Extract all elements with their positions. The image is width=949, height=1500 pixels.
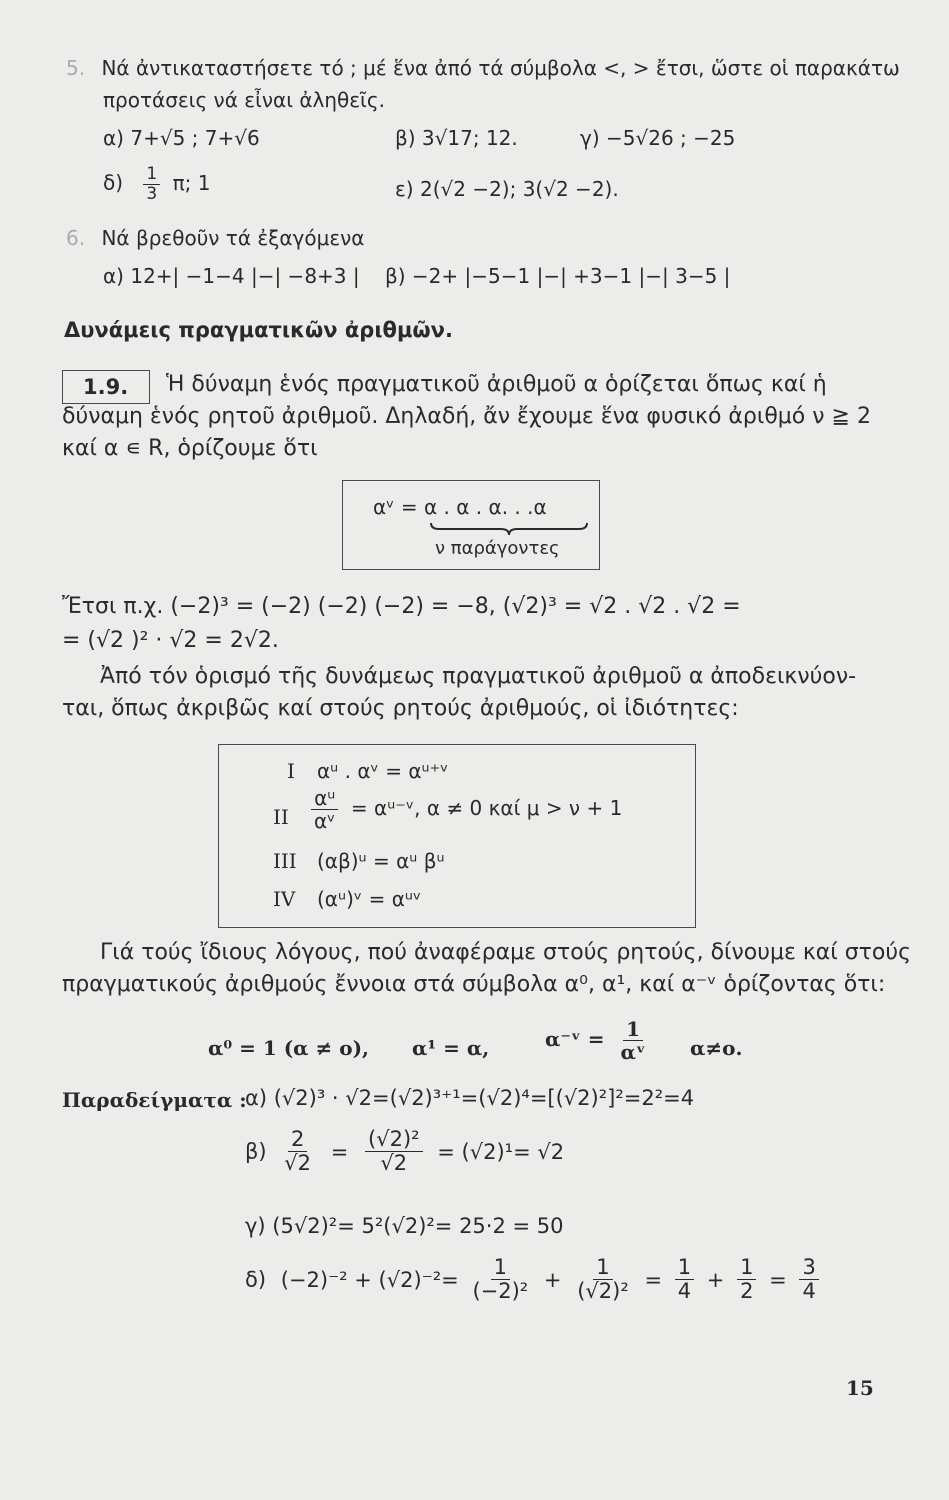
lhs: α⁻ᵛ =: [545, 1027, 605, 1051]
exercise-5-d: [103, 165, 210, 203]
fraction-2: [365, 1128, 423, 1175]
rest: π; 1: [172, 170, 211, 195]
paragraph-label: 1.9.: [83, 375, 129, 399]
exercise-5-c: γ) −5√26 ; −25: [580, 126, 736, 150]
property-IV-label: IV: [273, 887, 296, 911]
denominator: αᵛ: [620, 1040, 646, 1064]
exercise-5-b: β) 3√17; 12.: [395, 126, 518, 150]
page-number: 15: [846, 1376, 874, 1400]
paragraph3-line-2: πραγματικούς ἀριθμούς ἔννοια στά σύμβολα α⁰, α¹, καί α⁻ᵛ ὁρίζοντας ὅτι:: [62, 972, 886, 997]
paragraph2-line-1: Ἀπό τόν ὁρισμό τῆς δυνάμεως πραγματικοῦ ἀριθμοῦ α ἀποδεικνύον-: [100, 664, 857, 689]
underbrace: [429, 521, 589, 537]
exercise-5-a: α) 7+√5 ; 7+√6: [103, 126, 260, 150]
exercise-6-a: α) 12+| −1−4 |−| −8+3 |: [103, 264, 360, 288]
label: δ): [245, 1267, 267, 1292]
property-III-label: III: [273, 849, 297, 873]
paragraph3-line-1: Γιά τούς ἴδιους λόγους, πού ἀναφέραμε στούς ρητούς, δίνουμε καί στούς: [100, 940, 912, 965]
definition-zero: α⁰ = 1 (α ≠ ο),: [208, 1036, 370, 1060]
label: δ): [103, 170, 124, 195]
property-IV: (αᵘ)ᵛ = αᵘᵛ: [317, 887, 422, 911]
fraction: [311, 787, 339, 832]
brace-label: ν παράγοντες: [435, 538, 560, 559]
fraction-1: [281, 1128, 314, 1175]
denominator: √2: [284, 1151, 312, 1176]
denominator: 3: [146, 183, 158, 204]
paragraph-line-1: Ἡ δύναμη ἑνός πραγματικοῦ ἀριθμοῦ α ὁρίζεται ὅπως καί ἡ: [166, 372, 827, 397]
fraction-5: [799, 1256, 818, 1303]
example-b: β) $\frac{2}{√2}$ = $\frac{\text{(√2)²}}{√2}$ = (√2)¹= √2: [245, 1127, 565, 1176]
example-c: γ) (5√2)²= 5²(√2)²= 25·2 = 50: [245, 1214, 564, 1238]
fraction-1: [469, 1256, 531, 1303]
numerator: 1: [491, 1256, 510, 1280]
paragraph-label-box: [62, 370, 150, 404]
denominator: (√2)²: [577, 1279, 629, 1304]
fraction: [617, 1018, 648, 1063]
numerator: 2: [288, 1128, 307, 1152]
example-d: δ) (−2)⁻² + (√2)⁻²= $\frac{1}{\text{(−2)²}}$ + $\frac{1}{\text{(√2)²}}$ = $\frac{1}{4}$ + $\frac{1}{2}$ = $\frac{3}{4}$: [245, 1256, 819, 1303]
rest: = αᵘ⁻ᵛ, α ≠ 0 καί μ > ν + 1: [350, 796, 623, 820]
property-I: αᵘ . αᵛ = αᵘ⁺ᵛ: [317, 759, 449, 783]
paragraph-line-2: δύναμη ἑνός ρητοῦ ἀριθμοῦ. Δηλαδή, ἄν ἔχουμε ἕνα φυσικό ἀριθμό ν ≧ 2: [62, 404, 871, 429]
denominator: 4: [802, 1279, 816, 1304]
fraction: [143, 165, 160, 203]
denominator: 4: [677, 1279, 692, 1304]
definition-condition: α≠ο.: [690, 1036, 743, 1060]
numerator: (√2)²: [365, 1128, 423, 1152]
paragraph2-line-2: ται, ὅπως ἀκριβῶς καί στούς ρητούς ἀριθμούς, οἱ ἰδιότητες:: [62, 696, 739, 721]
numerator: 1: [143, 165, 160, 185]
label: β): [245, 1139, 267, 1164]
fraction-3: [675, 1256, 694, 1303]
exercise-5-e: ε) 2(√2 −2); 3(√2 −2).: [395, 177, 619, 201]
exercise-number: 5.: [66, 56, 86, 80]
exercise-number: 6.: [66, 226, 86, 250]
property-II: [311, 787, 622, 832]
numerator: 1: [675, 1256, 694, 1280]
denominator: 2: [740, 1279, 754, 1304]
fraction-4: [737, 1256, 756, 1303]
lhs: (−2)⁻² + (√2)⁻²=: [280, 1267, 459, 1292]
paragraph-line-3: καί α ∊ R, ὁρίζουμε ὅτι: [62, 436, 318, 461]
exercise-6-b: β) −2+ |−5−1 |−| +3−1 |−| 3−5 |: [385, 264, 731, 288]
exercise-5: [66, 56, 900, 80]
properties-box: [218, 744, 696, 928]
property-II-label: II: [273, 805, 289, 829]
section-title: Δυνάμεις πραγματικῶν ἀριθμῶν.: [64, 318, 453, 342]
definition-negative: [545, 1018, 649, 1063]
numerator: 1: [623, 1018, 643, 1041]
exercise-5-line2: προτάσεις νά εἶναι ἀληθεῖς.: [103, 88, 385, 112]
numerator: αᵘ: [311, 787, 338, 810]
numerator: 1: [593, 1256, 612, 1280]
exercise-text: Νά ἀντικαταστήσετε τό ; μέ ἕνα ἀπό τά σύμβολα <, > ἔτσι, ὥστε οἱ παρακάτω: [101, 56, 900, 80]
fraction-2: [574, 1256, 632, 1303]
denominator: (−2)²: [472, 1279, 529, 1304]
denominator: √2: [380, 1151, 408, 1176]
definition-one: α¹ = α,: [412, 1036, 490, 1060]
rest: = (√2)¹= √2: [437, 1139, 565, 1164]
example-a: α) (√2)³ · √2=(√2)³⁺¹=(√2)⁴=[(√2)²]²=2²=4: [245, 1086, 695, 1110]
property-I-label: I: [287, 759, 295, 783]
exercise-text: Νά βρεθοῦν τά ἐξαγόμενα: [101, 226, 365, 250]
definition-formula: αᵛ = α . α . α. . .α: [373, 495, 547, 519]
examples-label: Παραδείγματα :: [62, 1088, 247, 1112]
example-line-1: Ἔτσι π.χ. (−2)³ = (−2) (−2) (−2) = −8, (√2)³ = √2 . √2 . √2 =: [62, 594, 741, 619]
numerator: 3: [799, 1256, 818, 1280]
definition-box: [342, 480, 600, 570]
property-III: (αβ)ᵘ = αᵘ βᵘ: [317, 849, 445, 873]
denominator: αᵛ: [314, 809, 336, 833]
exercise-6: [66, 226, 365, 250]
numerator: 1: [737, 1256, 756, 1280]
example-line-2: = (√2 )² · √2 = 2√2.: [62, 628, 279, 653]
